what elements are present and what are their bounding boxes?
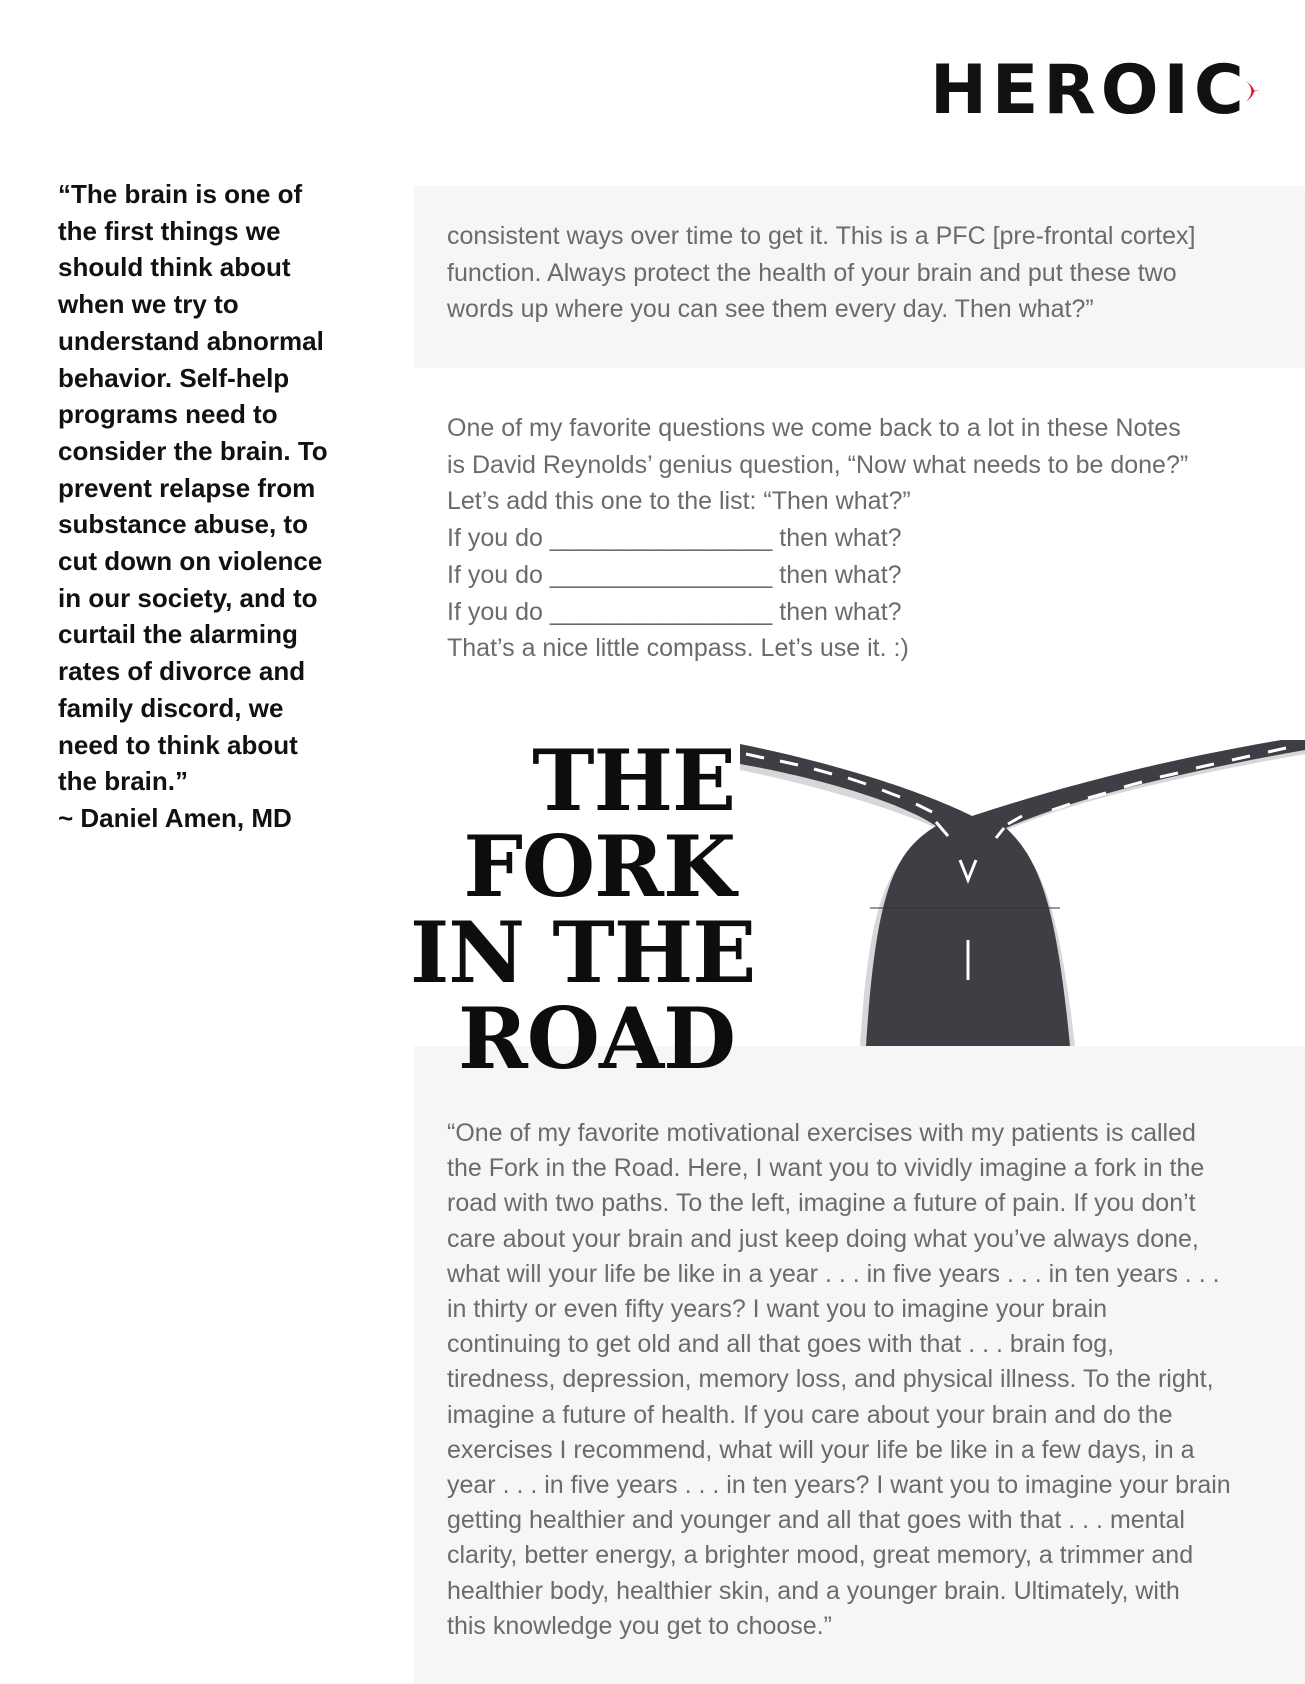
fork-exercise-line: care about your brain and just keep doing what you’ve always done,: [447, 1224, 1199, 1253]
heroic-logo: [930, 46, 1260, 136]
fork-exercise-line: year . . . in five years . . . in ten years? I want you to imagine your brain: [447, 1471, 1231, 1500]
logo-wordmark: HEROIC: [930, 51, 1249, 130]
then-what-line: is David Reynolds’ genius question, “Now what needs to be done?”: [447, 450, 1189, 479]
fork-exercise-line: continuing to get old and all that goes with that . . . brain fog,: [447, 1330, 1115, 1359]
sidebar-quote: [58, 176, 328, 837]
sidebar-quote-line: consider the brain. To: [58, 435, 328, 466]
sidebar-quote-text: [58, 176, 328, 800]
fork-exercise-line: road with two paths. To the left, imagine a future of pain. If you don’t: [447, 1189, 1196, 1218]
fork-in-the-road-title: [410, 731, 756, 1088]
sidebar-quote-line: rates of divorce and: [58, 656, 306, 687]
top-quote-line: words up where you can see them every day. Then what?”: [447, 295, 1094, 324]
fork-exercise-line: healthier body, healthier skin, and a younger brain. Ultimately, with: [447, 1576, 1180, 1605]
fork-exercise-line: the Fork in the Road. Here, I want you to vividly imagine a fork in the: [447, 1154, 1205, 1183]
quote-attribution: ~ Daniel Amen, MD: [58, 802, 292, 833]
sidebar-quote-line: the first things we: [58, 215, 281, 246]
fork-title-line: FORK: [463, 817, 735, 916]
fork-exercise-line: getting healthier and younger and all that goes with that . . . mental: [447, 1506, 1185, 1535]
fork-exercise-line: this knowledge you get to choose.”: [447, 1611, 832, 1640]
forked-road-icon: [740, 740, 1305, 1046]
fork-exercise-line: “One of my favorite motivational exercises with my patients is called: [447, 1119, 1196, 1147]
fork-exercise-line: clarity, better energy, a brighter mood, great memory, a trimmer and: [447, 1541, 1194, 1570]
fork-exercise-line: imagine a future of health. If you care about your brain and do the: [447, 1400, 1173, 1429]
fork-exercise-line: tiredness, depression, memory loss, and physical illness. To the right,: [447, 1365, 1214, 1394]
then-what-line: If you do ________________ then what?: [447, 524, 902, 553]
then-what-line: That’s a nice little compass. Let’s use it. :): [447, 634, 909, 663]
then-what-line: One of my favorite questions we come back to a lot in these Notes: [447, 414, 1181, 442]
then-what-line: If you do ________________ then what?: [447, 597, 902, 626]
sidebar-quote-line: when we try to: [58, 289, 239, 320]
sidebar-quote-line: prevent relapse from: [58, 472, 316, 503]
sidebar-quote-line: curtail the alarming: [58, 619, 298, 650]
sidebar-quote-line: family discord, we: [58, 692, 284, 723]
sidebar-quote-line: in our society, and to: [58, 582, 318, 613]
sidebar-quote-line: understand abnormal: [58, 325, 324, 356]
fork-exercise-line: exercises I recommend, what will your life be like in a few days, in a: [447, 1435, 1195, 1464]
fork-title-line: IN THE: [410, 903, 756, 1002]
fork-title-line: THE: [532, 731, 735, 830]
sidebar-quote-line: “The brain is one of: [58, 179, 303, 209]
then-what-line: If you do ________________ then what?: [447, 560, 902, 589]
fork-title-line: ROAD: [458, 989, 735, 1088]
sidebar-quote-line: cut down on violence: [58, 546, 323, 577]
sidebar-quote-line: programs need to: [58, 399, 278, 430]
top-quote-line: consistent ways over time to get it. This is a PFC [pre-frontal cortex]: [447, 222, 1196, 250]
sidebar-quote-line: need to think about: [58, 729, 298, 760]
fork-exercise-line: what will your life be like in a year . . . in five years . . . in ten years . . .: [447, 1259, 1220, 1288]
sidebar-quote-line: the brain.”: [58, 766, 189, 797]
top-quote-line: function. Always protect the health of your brain and put these two: [447, 258, 1177, 287]
then-what-line: Let’s add this one to the list: “Then what?”: [447, 487, 911, 516]
fork-exercise-line: in thirty or even fifty years? I want you to imagine your brain: [447, 1295, 1108, 1324]
wing-chevron-icon: [1243, 51, 1260, 131]
fork-exercise-quote: [447, 1116, 1277, 1644]
then-what-section: [447, 410, 1277, 667]
sidebar-quote-line: behavior. Self-help: [58, 362, 290, 393]
top-quote-text: [447, 218, 1277, 328]
sidebar-quote-line: should think about: [58, 252, 291, 283]
sidebar-quote-line: substance abuse, to: [58, 509, 308, 540]
